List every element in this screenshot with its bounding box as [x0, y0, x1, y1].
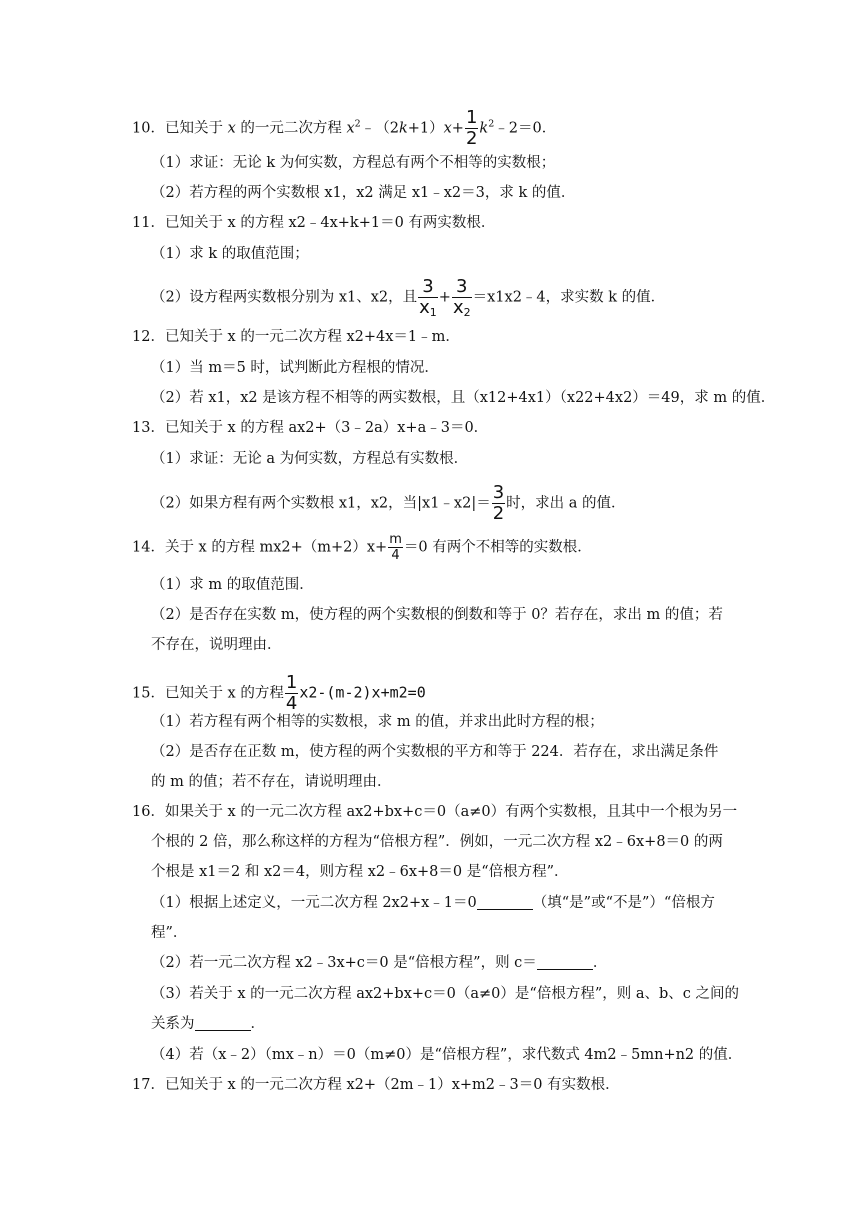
text: （2）若一元二次方程 x2﹣3x+c＝0 是“倍根方程”，则 c＝: [151, 955, 537, 971]
q12-part-1: （1）当 m＝5 时，试判断此方程根的情况．: [151, 360, 439, 376]
text: ﹣2＝0．: [494, 120, 557, 137]
q10-label: 10．已知关于: [132, 120, 223, 137]
fraction-1-over-4: $\frac{1}{4}$: [285, 672, 298, 714]
answer-blank: [537, 955, 593, 970]
text: ．: [250, 1016, 265, 1032]
question-15: [132, 674, 426, 713]
text: +1）: [407, 120, 444, 137]
var-x: x: [346, 120, 355, 137]
q15-part-2-line-1: （2）是否存在正数 m，使方程的两个实数根的平方和等于 224．若存在，求出满足条件: [151, 744, 719, 760]
question-17: 17．已知关于 x 的一元二次方程 x2+（2m﹣1）x+m2﹣3＝0 有实数根．: [132, 1077, 620, 1093]
text: 关系为: [151, 1016, 195, 1032]
text: ＝0 有两个不相等的实数根．: [403, 539, 592, 556]
q13-part-1: （1）求证：无论 a 为何实数，方程总有实数根．: [151, 451, 469, 467]
q16-part-1-cont: 程”．: [151, 925, 188, 941]
answer-blank: [195, 1016, 251, 1031]
q14-part-2-line-1: （2）是否存在实数 m，使方程的两个实数根的倒数和等于 0？若存在，求出 m 的值；若: [151, 607, 723, 623]
text: 的一元二次方程: [240, 120, 342, 137]
text: （1）根据上述定义，一元二次方程 2x2+x﹣1＝0: [151, 895, 477, 911]
q15-part-1: （1）若方程有两个相等的实数根，求 m 的值，并求出此时方程的根；: [151, 714, 604, 730]
text: ＝x1x2﹣4，求实数 k 的值．: [472, 289, 666, 306]
question-10: 10．已知关于 x 的一元二次方程 $x^2﹣(2k+1)x+$ $\frac{1}{2}$ $k^2﹣2=0$．: [132, 107, 557, 149]
text: ﹣（2: [360, 120, 399, 137]
text: （2）设方程两实数根分别为 x1、x2，且: [151, 289, 418, 306]
q10-part-1: （1）求证：无论 k 为何实数，方程总有两个不相等的实数根；: [151, 155, 556, 171]
fraction-3-over-2: $\frac{3}{2}$: [492, 482, 505, 524]
q16-part-4: （4）若（x﹣2）（mx﹣n）＝0（m≠0）是“倍根方程”，求代数式 4m2﹣5mn+n2 的值．: [151, 1047, 743, 1063]
q15-equation-image: x2-(m-2)x+m2=0: [299, 683, 426, 702]
text: （填“是”或“不是”）“倍根方: [532, 895, 715, 911]
question-13: 13．已知关于 x 的方程 ax2+（3﹣2a）x+a﹣3＝0．: [132, 420, 489, 436]
q10-part-2: （2）若方程的两个实数根 x1，x2 满足 x1﹣x2＝3，求 k 的值．: [151, 185, 576, 201]
var-k: k: [398, 120, 408, 137]
text: ．: [592, 955, 608, 971]
question-16-line-2: 个根的 2 倍，那么称这样的方程为“倍根方程”．例如，一元二次方程 x2﹣6x+8＝0 的两: [151, 834, 723, 850]
text: 14．关于 x 的方程 mx2+（m+2）x+: [132, 539, 388, 556]
question-14: [132, 533, 592, 562]
q16-part-1: [151, 893, 715, 913]
q13-part-2: [151, 484, 626, 523]
var-k: k: [479, 120, 489, 137]
q15-part-2-line-2: 的 m 的值；若不存在，请说明理由．: [151, 774, 392, 790]
question-12: 12．已知关于 x 的一元二次方程 x2+4x＝1﹣m．: [132, 329, 460, 345]
text: （2）如果方程有两个实数根 x1，x2，当|x1﹣x2|＝: [151, 495, 491, 512]
question-11: 11．已知关于 x 的方程 x2﹣4x+k+1＝0 有两实数根．: [132, 215, 496, 231]
question-16-line-1: 16．如果关于 x 的一元二次方程 ax2+bx+c＝0（a≠0）有两个实数根，且其中一个根为另一: [132, 804, 738, 820]
q16-part-3-cont: [151, 1014, 265, 1034]
question-16-line-3: 个根是 x1＝2 和 x2＝4，则方程 x2﹣6x+8＝0 是“倍根方程”．: [151, 864, 569, 880]
fraction-one-half: $\frac{1}{2}$: [465, 107, 478, 149]
fraction-m-over-4: $\frac{m}{4}$: [389, 532, 402, 563]
q11-part-1: （1）求 k 的取值范围；: [151, 246, 309, 262]
text: 时，求出 a 的值．: [506, 495, 626, 512]
q14-part-1: （1）求 m 的取值范围．: [151, 577, 314, 593]
q16-part-2: [151, 953, 607, 973]
fraction-3-over-x1: $\frac{3}{x_1}$: [419, 276, 437, 319]
q12-part-2: （2）若 x1，x2 是该方程不相等的两实数根，且（x12+4x1）（x22+4x2）＝49，求 m 的值．: [151, 390, 776, 406]
q16-part-3: （3）若关于 x 的一元二次方程 ax2+bx+c＝0（a≠0）是“倍根方程”，则 a、b、c 之间的: [151, 986, 739, 1002]
text: 15．已知关于 x 的方程: [132, 685, 284, 702]
text: +: [451, 120, 464, 137]
var-x: x: [443, 120, 452, 137]
fraction-3-over-x2: $\frac{3}{x_2}$: [452, 276, 471, 319]
answer-blank: [477, 895, 533, 910]
var-x: x: [227, 120, 236, 137]
q14-part-2-line-2: 不存在，说明理由．: [151, 637, 282, 653]
q11-part-2: （2）设方程两实数根分别为 x1、x2，且 $\frac{3}{x_1}$ + $\frac{3}{x_2}$ ＝x1x2﹣4，求实数 k 的值．: [151, 276, 666, 319]
